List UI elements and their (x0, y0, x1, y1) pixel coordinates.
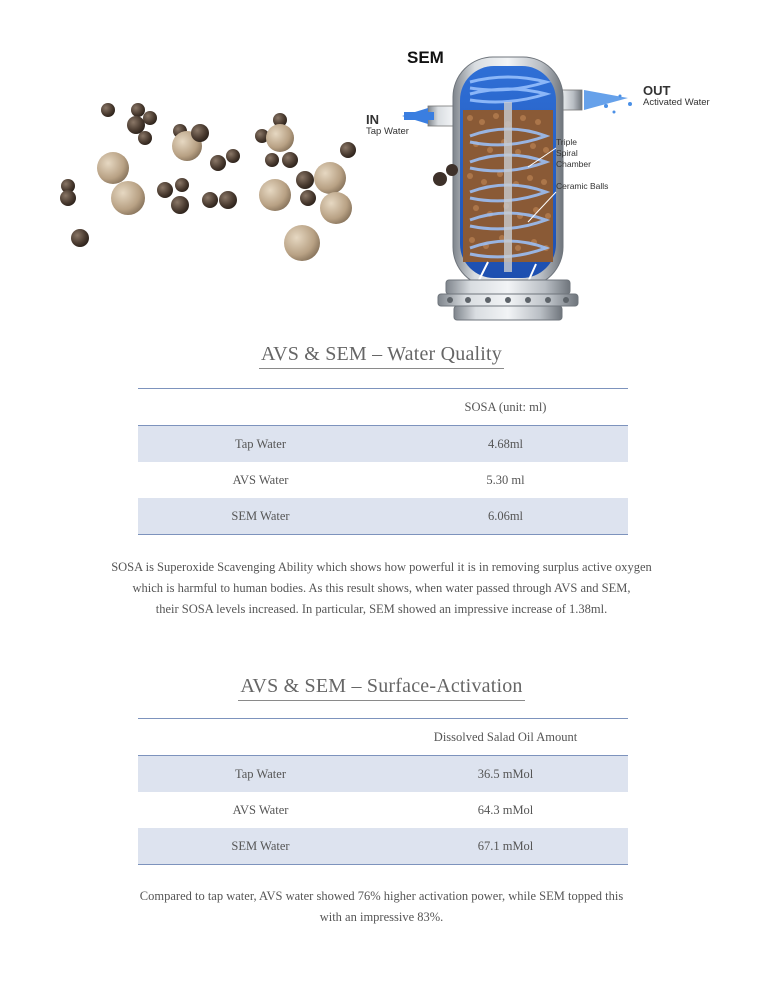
row-value: 64.3 mMol (477, 802, 534, 817)
surface-activation-note: Compared to tap water, AVS water showed 76% higher activation power, while SEM topped this with an impressive 83%. (139, 889, 624, 924)
table-header (138, 388, 628, 426)
ceramic-balls-image (50, 88, 360, 268)
table-row (138, 792, 628, 828)
water-quality-note: SOSA is Superoxide Scavenging Ability which shows how powerful it is in removing surplus active oxygen which is harmful to human bodies. As this result shows, when water passed through AVS and SEM, their SOSA levels increased. In particular, SEM showed an impressive increase of 1.38ml. (111, 560, 652, 616)
water-quality-title: AVS & SEM – Water Quality (0, 343, 763, 366)
row-name: Tap Water (235, 766, 286, 781)
in-label: IN (366, 112, 379, 127)
column-header: Dissolved Salad Oil Amount (433, 729, 578, 744)
water-quality-table (138, 388, 628, 535)
surface-activation-title: AVS & SEM – Surface-Activation (0, 675, 763, 698)
table-row (138, 462, 628, 498)
out-sublabel: Activated Water (643, 97, 710, 108)
sem-title: SEM (407, 48, 444, 67)
sem-device-diagram (358, 52, 728, 337)
row-value: 36.5 mMol (477, 766, 534, 781)
row-value: 4.68ml (487, 436, 524, 451)
row-name: Tap Water (235, 436, 286, 451)
row-name: AVS Water (232, 802, 289, 817)
in-sublabel: Tap Water (366, 126, 409, 137)
row-name: SEM Water (231, 838, 290, 853)
table-header (138, 718, 628, 756)
table-row (138, 426, 628, 462)
table-row (138, 756, 628, 792)
table-row (138, 498, 628, 535)
row-name: SEM Water (231, 508, 290, 523)
row-name: AVS Water (232, 472, 289, 487)
ceramic-balls-label: Ceramic Balls (556, 181, 609, 191)
triple-spiral-chamber-label: Triple Spiral Chamber (556, 137, 591, 169)
row-value: 67.1 mMol (477, 838, 534, 853)
surface-activation-table (138, 718, 628, 865)
row-value: 5.30 ml (486, 472, 525, 487)
table-row (138, 828, 628, 865)
column-header: SOSA (unit: ml) (464, 399, 547, 414)
row-value: 6.06ml (487, 508, 524, 523)
out-label: OUT (643, 83, 671, 98)
